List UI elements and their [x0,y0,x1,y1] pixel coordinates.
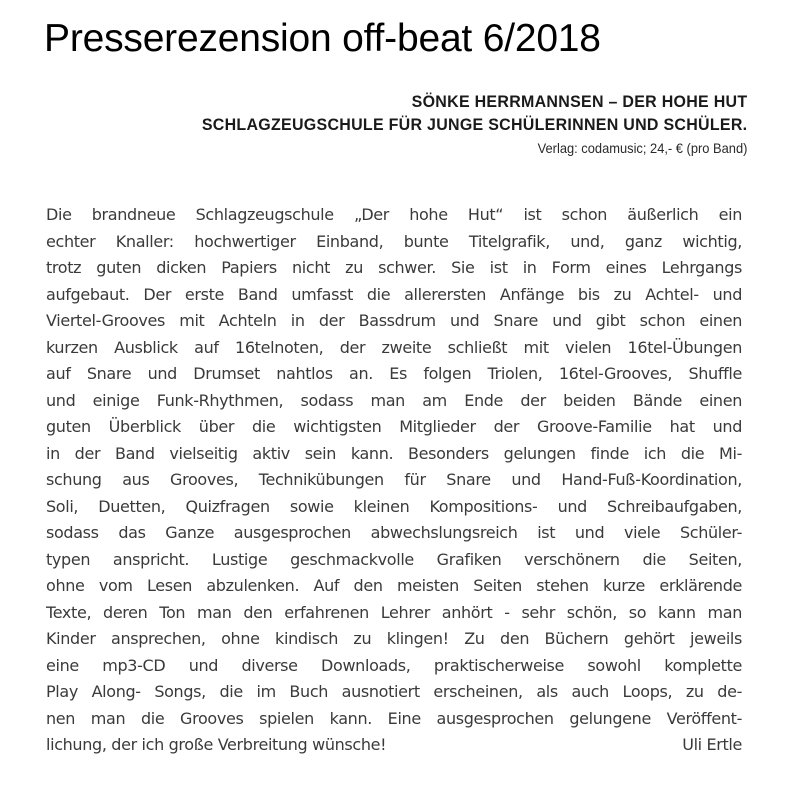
body-line: auf Snare und Drumset nahtlos an. Es folgen Triolen, 16tel-Grooves, Shuffle [46,364,742,383]
body-line: sodass das Ganze ausgesprochen abwechslungsreich ist und viele Schüler- [46,523,742,542]
body-line: trotz guten dicken Papiers nicht zu schwer. Sie ist in Form eines Lehrgangs [46,258,742,277]
body-line: kurzen Ausblick auf 16telnoten, der zweite schließt mit vielen 16tel-Übungen [46,337,742,357]
body-line: guten Überblick über die wichtigsten Mitglieder der Groove-Familie hat und [46,417,742,436]
body-line: nen man die Grooves spielen kann. Eine ausgesprochen gelungene Veröffent- [46,708,742,728]
body-line: echter Knaller: hochwertiger Einband, bunte Titelgrafik, und, ganz wichtig, [46,231,742,251]
body-line: Soli, Duetten, Quizfragen sowie kleinen Kompositions- und Schreibaufgaben, [46,496,742,516]
body-line: typen anspricht. Lustige geschmackvolle Grafiken verschönern die Seiten, [46,549,742,569]
body-line: Kinder ansprechen, ohne kindisch zu klingen! Zu den Büchern gehört jeweils [46,629,742,648]
body-line: ohne vom Lesen abzulenken. Auf den meisten Seiten stehen kurze erklärende [46,576,742,595]
review-author: Uli Ertle [682,735,742,754]
body-line: in der Band vielseitig aktiv sein kann. Besonders gelungen finde ich die Mi- [46,443,742,463]
review-body [46,202,742,759]
body-line: Viertel-Grooves mit Achteln in der Bassdrum und Snare und gibt schon einen [46,311,742,330]
body-line: lichung, der ich große Verbreitung wünsche! [46,735,387,754]
review-header [167,90,747,158]
body-line: Play Along- Songs, die im Buch ausnotiert erscheinen, als auch Loops, zu de- [46,682,742,701]
body-line: und einige Funk-Rhythmen, sodass man am Ende der beiden Bände einen [46,390,742,410]
page-heading: Presserezension off-beat 6/2018 [44,17,601,60]
review-title-line-2: SCHLAGZEUGSCHULE FÜR JUNGE SCHÜLERINNEN UND SCHÜLER. [201,115,747,134]
review-title-line-1: SÖNKE HERRMANNSEN – DER HOHE HUT [411,92,747,111]
body-line: aufgebaut. Der erste Band umfasst die allerersten Anfänge bis zu Achtel- und [46,284,742,304]
body-line: Die brandneue Schlagzeugschule „Der hohe Hut“ ist schon äußerlich ein [46,205,742,224]
body-line: schung aus Grooves, Technikübungen für Snare und Hand-Fuß-Koordination, [46,470,742,489]
body-last-line [46,732,742,759]
body-line: eine mp3-CD und diverse Downloads, praktischerweise sowohl komplette [46,655,742,675]
body-line: Texte, deren Ton man den erfahrenen Lehrer anhört - sehr schön, so kann man [46,602,742,622]
review-publisher: Verlag: codamusic; 24,- € (pro Band) [537,140,747,156]
